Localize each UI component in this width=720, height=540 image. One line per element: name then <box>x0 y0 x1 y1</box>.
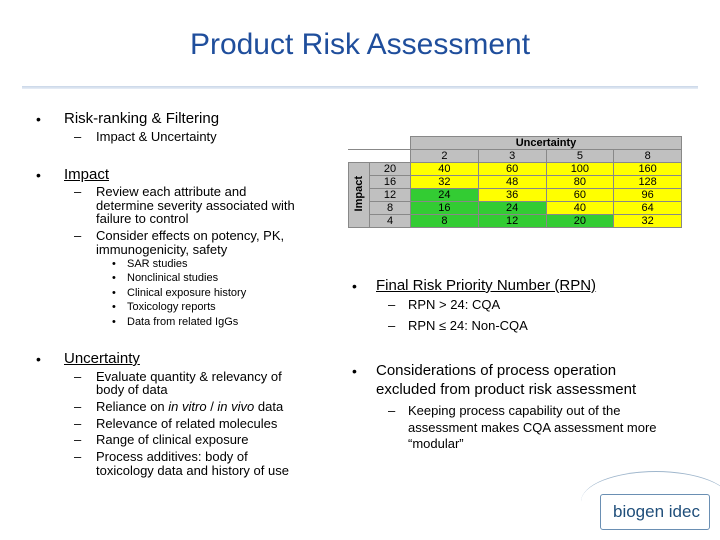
matrix-cell: 160 <box>614 163 682 176</box>
impact-item: Toxicology reports <box>127 301 216 313</box>
matrix-cell: 8 <box>411 215 479 228</box>
biogen-idec-logo <box>600 494 710 530</box>
dash: – <box>388 318 396 333</box>
matrix-cell: 36 <box>478 189 546 202</box>
impact-sub1-line2: determine severity associated with <box>96 198 295 213</box>
matrix-cell: 24 <box>411 189 479 202</box>
dash: – <box>74 129 82 144</box>
impact-value: 4 <box>370 215 411 228</box>
cons-sub-line1: Keeping process capability out of the <box>408 403 621 418</box>
impact-value: 20 <box>370 163 411 176</box>
matrix-cell: 100 <box>546 163 614 176</box>
unc-item5-line1: Process additives: body of <box>96 449 248 464</box>
bullet: • <box>36 167 41 183</box>
impact-item: SAR studies <box>127 258 188 270</box>
dash: – <box>388 297 396 312</box>
considerations-line1: Considerations of process operation <box>376 362 617 379</box>
bullet: • <box>112 316 116 328</box>
impact-item: Data from related IgGs <box>127 316 239 328</box>
matrix-cell: 16 <box>411 202 479 215</box>
unc-item4: Range of clinical exposure <box>96 432 249 447</box>
cons-sub-line3: “modular” <box>408 436 464 451</box>
matrix-cell: 12 <box>478 215 546 228</box>
dash: – <box>388 403 396 418</box>
dash: – <box>74 416 82 431</box>
cons-sub-line2: assessment makes CQA assessment more <box>408 420 657 435</box>
unc-item2: Reliance on in vitro / in vivo data <box>96 399 284 414</box>
bullet: • <box>112 287 116 299</box>
uncertainty-heading: Uncertainty <box>64 350 140 367</box>
uncertainty-value: 8 <box>614 150 682 163</box>
matrix-cell: 60 <box>546 189 614 202</box>
rpn-item: RPN ≤ 24: Non-CQA <box>408 318 528 333</box>
bullet: • <box>36 351 41 367</box>
uncertainty-value: 3 <box>478 150 546 163</box>
bullet: • <box>352 363 357 379</box>
impact-sub2-line2: immunogenicity, safety <box>96 242 228 257</box>
dash: – <box>74 369 82 384</box>
impact-sub2-line1: Consider effects on potency, PK, <box>96 228 285 243</box>
matrix-cell: 48 <box>478 176 546 189</box>
rpn-heading: Final Risk Priority Number (RPN) <box>376 277 597 294</box>
risk-sub-item: Impact & Uncertainty <box>96 129 217 144</box>
matrix-cell: 40 <box>411 163 479 176</box>
matrix-cell: 80 <box>546 176 614 189</box>
matrix-cell: 32 <box>411 176 479 189</box>
bullet: • <box>352 278 357 294</box>
impact-sub1-line3: failure to control <box>96 211 189 226</box>
unc-item5-line2: toxicology data and history of use <box>96 463 289 478</box>
matrix-cell: 40 <box>546 202 614 215</box>
uncertainty-value: 5 <box>546 150 614 163</box>
matrix-impact-label: Impact <box>349 163 370 228</box>
impact-value: 8 <box>370 202 411 215</box>
impact-value: 12 <box>370 189 411 202</box>
impact-item: Clinical exposure history <box>127 287 247 299</box>
bullet: • <box>112 258 116 270</box>
matrix-cell: 60 <box>478 163 546 176</box>
impact-value: 16 <box>370 176 411 189</box>
rpn-item: RPN > 24: CQA <box>408 297 501 312</box>
matrix-uncertainty-header: Uncertainty <box>411 137 682 150</box>
title-divider <box>22 86 698 89</box>
bullet: • <box>36 111 41 127</box>
matrix-cell: 24 <box>478 202 546 215</box>
dash: – <box>74 449 82 464</box>
unc-item3: Relevance of related molecules <box>96 416 278 431</box>
dash: – <box>74 399 82 414</box>
matrix-cell: 32 <box>614 215 682 228</box>
impact-heading: Impact <box>64 166 110 183</box>
uncertainty-value: 2 <box>411 150 479 163</box>
dash: – <box>74 432 82 447</box>
logo-text: biogen idec <box>613 502 700 521</box>
dash: – <box>74 228 82 243</box>
matrix-cell: 96 <box>614 189 682 202</box>
matrix-cell: 64 <box>614 202 682 215</box>
unc-item1-line1: Evaluate quantity & relevancy of <box>96 369 282 384</box>
bullet: • <box>112 272 116 284</box>
risk-ranking-heading: Risk-ranking & Filtering <box>64 110 220 127</box>
impact-item: Nonclinical studies <box>127 272 219 284</box>
dash: – <box>74 184 82 199</box>
bullet: • <box>112 301 116 313</box>
matrix-cell: 128 <box>614 176 682 189</box>
unc-item1-line2: body of data <box>96 382 168 397</box>
matrix-cell: 20 <box>546 215 614 228</box>
slide-title: Product Risk Assessment <box>189 28 531 61</box>
considerations-line2: excluded from product risk assessment <box>376 381 637 398</box>
risk-matrix <box>348 136 682 228</box>
impact-sub1-line1: Review each attribute and <box>96 184 247 199</box>
